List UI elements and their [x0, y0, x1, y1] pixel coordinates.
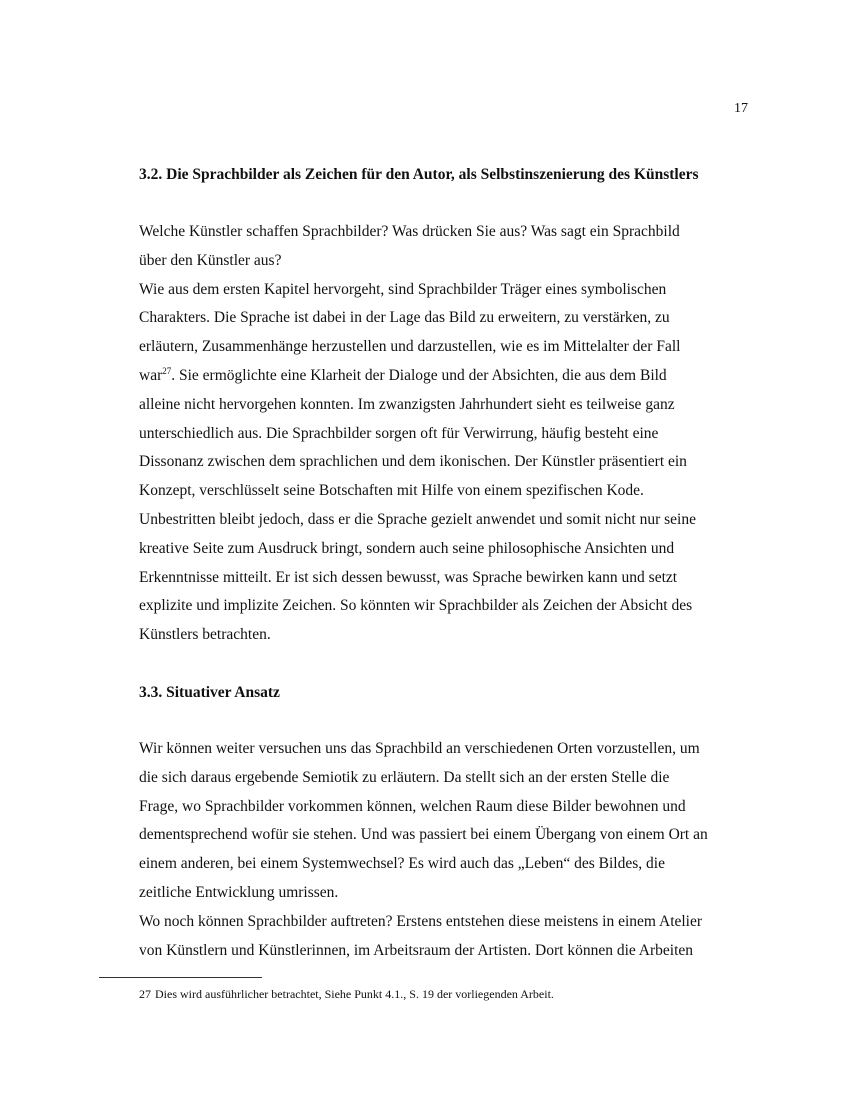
text-line: einem anderen, bei einem Systemwechsel? Es wird auch das „Leben“ des Bildes, die	[139, 855, 665, 873]
section-heading-3-2: 3.2. Die Sprachbilder als Zeichen für den Autor, als Selbstinszenierung des Künstlers	[139, 166, 699, 183]
text-line: Wo noch können Sprachbilder auftreten? Erstens entstehen diese meistens in einem Atelier	[139, 912, 703, 930]
text-line: unterschiedlich aus. Die Sprachbilder sorgen oft für Verwirrung, häufig besteht eine	[139, 424, 659, 442]
text-line: Konzept, verschlüsselt seine Botschaften mit Hilfe von einem spezifischen Kode.	[139, 482, 644, 500]
text-line: dementsprechend wofür sie stehen. Und was passiert bei einem Übergang von einem Ort an	[139, 826, 708, 844]
text-line: die sich daraus ergebende Semiotik zu erläutern. Da stellt sich an der ersten Stelle die	[139, 768, 670, 786]
text-line: Künstlers betrachten.	[139, 626, 271, 644]
text-line: Wir können weiter versuchen uns das Sprachbild an verschiedenen Orten vorzustellen, um	[139, 740, 700, 757]
footnote	[139, 986, 554, 1002]
section-3-2-body	[139, 218, 759, 650]
text-line: alleine nicht hervorgehen konnten. Im zwanzigsten Jahrhundert sieht es teilweise ganz	[139, 395, 675, 413]
text-fragment: . Sie ermöglichte eine Klarheit der Dialoge und der Absichten, die aus dem Bild	[171, 366, 667, 384]
footnote-reference: 27	[162, 365, 172, 376]
footnote-separator	[99, 977, 262, 978]
footnote-number: 27	[139, 987, 151, 1001]
text-line: kreative Seite zum Ausdruck bringt, sondern auch seine philosophische Ansichten und	[139, 539, 675, 557]
text-line: Dissonanz zwischen dem sprachlichen und dem ikonischen. Der Künstler präsentiert ein	[139, 453, 687, 471]
section-3-3-body	[139, 735, 759, 965]
text-line: explizite und implizite Zeichen. So könnten wir Sprachbilder als Zeichen der Absicht des	[139, 597, 693, 615]
text-line: Erkenntnisse mitteilt. Er ist sich dessen bewusst, was Sprache bewirken kann und setzt	[139, 568, 678, 586]
text-line-with-footnote	[139, 362, 759, 391]
text-line: Charakters. Die Sprache ist dabei in der Lage das Bild zu erweitern, zu verstärken, zu	[139, 309, 670, 327]
text-line: Unbestritten bleibt jedoch, dass er die Sprache gezielt anwendet und somit nicht nur seine	[139, 510, 696, 528]
text-line: von Künstlern und Künstlerinnen, im Arbeitsraum der Artisten. Dort können die Arbeiten	[139, 941, 694, 959]
text-line: zeitliche Entwicklung umrissen.	[139, 883, 339, 901]
text-line: Frage, wo Sprachbilder vorkommen können, welchen Raum diese Bilder bewohnen und	[139, 797, 686, 815]
text-line: Welche Künstler schaffen Sprachbilder? Was drücken Sie aus? Was sagt ein Sprachbild	[139, 223, 680, 240]
section-heading-3-3: 3.3. Situativer Ansatz	[139, 684, 280, 701]
text-line: Wie aus dem ersten Kapitel hervorgeht, sind Sprachbilder Träger eines symbolischen	[139, 280, 667, 298]
footnote-text: Dies wird ausführlicher betrachtet, Siehe Punkt 4.1., S. 19 der vorliegenden Arbeit.	[155, 987, 554, 1001]
text-fragment: war	[139, 366, 163, 384]
page-number: 17	[734, 101, 748, 116]
text-line: über den Künstler aus?	[139, 251, 282, 269]
text-line: erläutern, Zusammenhänge herzustellen und darzustellen, wie es im Mittelalter der Fall	[139, 338, 681, 356]
